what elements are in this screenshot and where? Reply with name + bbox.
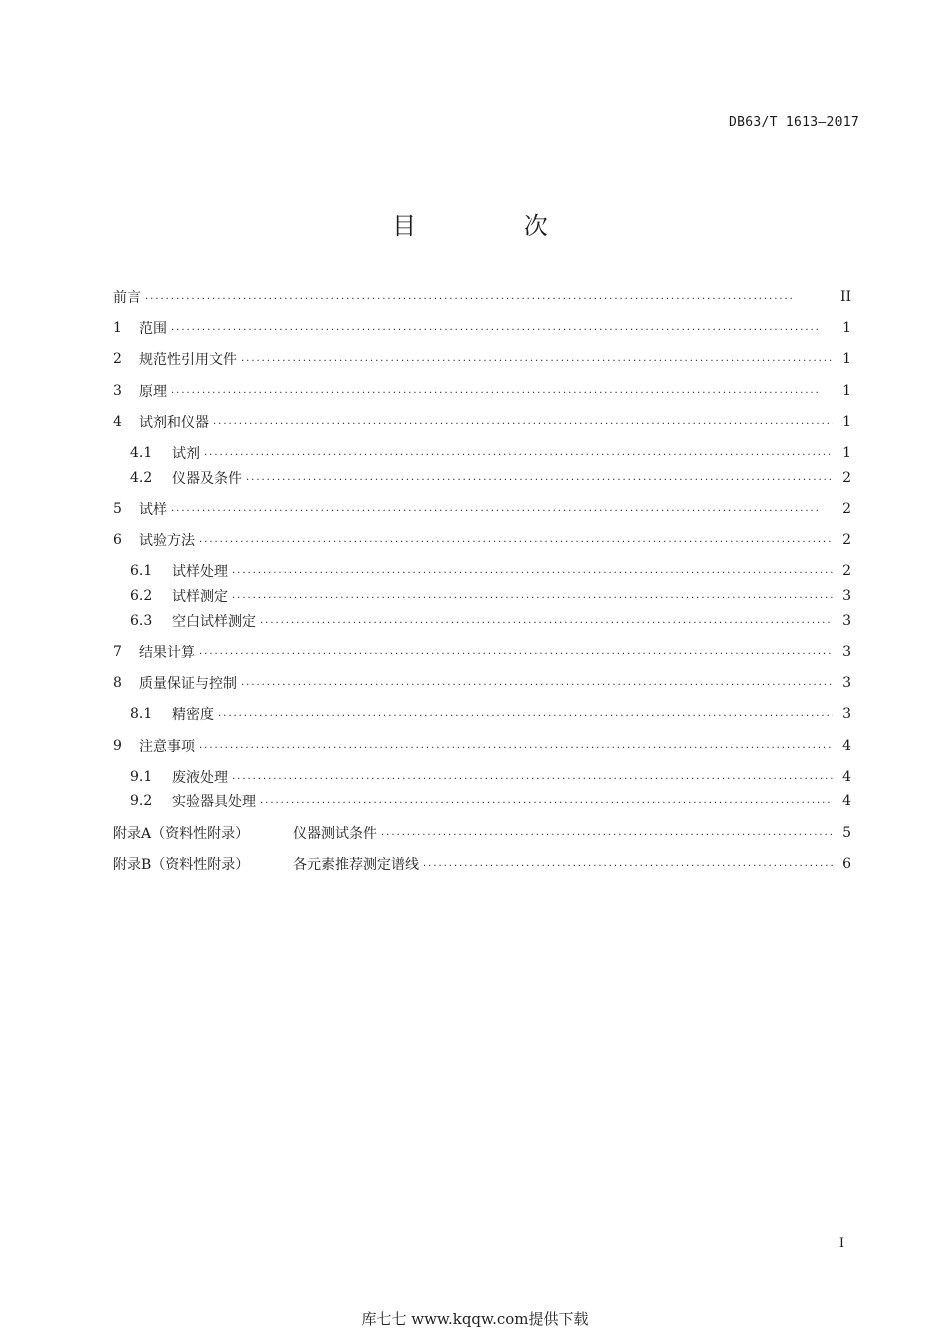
toc-entry-8-1[interactable] (130, 703, 851, 725)
toc-number: 8 (113, 675, 122, 691)
toc-appendix-number: 附录B（资料性附录） (113, 857, 250, 873)
toc-entry-1[interactable] (113, 317, 851, 339)
toc-label: 注意事项 (139, 739, 195, 755)
toc-label: 试样测定 (172, 589, 228, 605)
toc-entry-4[interactable] (113, 411, 851, 433)
toc-leader-dots (381, 822, 833, 844)
toc-label: 试剂 (172, 446, 200, 462)
toc-entry-3[interactable] (113, 380, 851, 402)
toc-leader-dots (204, 442, 833, 464)
toc-label: 前言 (113, 290, 141, 306)
toc-entry-6-2[interactable] (130, 585, 851, 607)
toc-page-number: 3 (842, 644, 851, 660)
toc-entry-appendix-a[interactable] (113, 822, 851, 844)
toc-number: 6.1 (130, 563, 153, 579)
toc-entry-9-1[interactable] (130, 766, 851, 788)
toc-entry-4-2[interactable] (130, 467, 851, 489)
toc-page-number: 3 (842, 613, 851, 629)
toc-entry-4-1[interactable] (130, 442, 851, 464)
footer-watermark: 库七七 www.kqqw.com提供下载 (361, 1310, 589, 1328)
toc-leader-dots (199, 735, 833, 757)
toc-page-number: 1 (842, 445, 851, 461)
toc-page-number: 3 (842, 588, 851, 604)
toc-entry-9-2[interactable] (130, 790, 851, 812)
toc-number: 9.1 (130, 769, 153, 785)
toc-label: 原理 (139, 384, 167, 400)
toc-label: 试样 (139, 502, 167, 518)
toc-appendix-number: 附录A（资料性附录） (113, 826, 250, 842)
toc-label: 仪器及条件 (172, 471, 242, 487)
toc-number: 6 (113, 532, 122, 548)
toc-entry-8[interactable] (113, 672, 851, 694)
toc-label: 结果计算 (139, 645, 195, 661)
toc-page-number: 1 (842, 320, 851, 336)
toc-label: 试验方法 (139, 533, 195, 549)
toc-page-number: 3 (842, 675, 851, 691)
toc-label: 规范性引用文件 (139, 352, 237, 368)
toc-page-number: 2 (842, 501, 851, 517)
toc-entry-foreword[interactable] (113, 286, 851, 308)
toc-leader-dots (232, 585, 833, 607)
toc-page-number: 1 (842, 414, 851, 430)
document-code: DB63/T 1613—2017 (728, 115, 859, 130)
toc-number: 1 (113, 320, 122, 336)
toc-leader-dots (246, 467, 833, 489)
toc-number: 9 (113, 738, 122, 754)
toc-entry-2[interactable] (113, 348, 851, 370)
toc-leader-dots (241, 672, 833, 694)
toc-label: 试样处理 (172, 564, 228, 580)
toc-entry-6[interactable] (113, 529, 851, 551)
toc-number: 4 (113, 414, 122, 430)
toc-number: 8.1 (130, 706, 153, 722)
toc-entry-7[interactable] (113, 641, 851, 663)
toc-page-number: 4 (842, 769, 851, 785)
toc-number: 9.2 (130, 793, 153, 809)
toc-leader-dots (171, 498, 833, 520)
toc-page-number: 4 (842, 738, 851, 754)
toc-number: 4.2 (130, 470, 153, 486)
toc-label: 空白试样测定 (172, 614, 256, 630)
toc-page-number: 2 (842, 563, 851, 579)
toc-label: 仪器测试条件 (293, 826, 377, 842)
toc-page-number: 6 (842, 856, 851, 872)
toc-leader-dots (241, 348, 833, 370)
toc-entry-6-3[interactable] (130, 610, 851, 632)
toc-label: 范围 (139, 321, 167, 337)
toc-leader-dots (423, 853, 833, 875)
toc-page-number: II (839, 289, 851, 305)
toc-label: 质量保证与控制 (139, 676, 237, 692)
toc-page-number: 2 (842, 470, 851, 486)
toc-number: 5 (113, 501, 122, 517)
page-title: 目 次 (392, 212, 598, 240)
toc-number: 6.3 (130, 613, 153, 629)
toc-label: 废液处理 (172, 770, 228, 786)
toc-leader-dots (171, 317, 833, 339)
toc-label: 各元素推荐测定谱线 (293, 857, 419, 873)
toc-page-number: 2 (842, 532, 851, 548)
toc-leader-dots (213, 411, 833, 433)
toc-page-number: 4 (842, 793, 851, 809)
toc-entry-appendix-b[interactable] (113, 853, 851, 875)
toc-leader-dots (145, 286, 833, 308)
toc-leader-dots (199, 529, 833, 551)
toc-number: 4.1 (130, 445, 153, 461)
toc-number: 6.2 (130, 588, 153, 604)
toc-label: 试剂和仪器 (139, 415, 209, 431)
toc-entry-6-1[interactable] (130, 560, 851, 582)
toc-label: 精密度 (172, 707, 214, 723)
toc-leader-dots (232, 560, 833, 582)
toc-leader-dots (232, 766, 833, 788)
toc-leader-dots (260, 790, 833, 812)
toc-page-number: 5 (842, 825, 851, 841)
toc-entry-5[interactable] (113, 498, 851, 520)
toc-number: 3 (113, 383, 122, 399)
toc-label: 实验器具处理 (172, 794, 256, 810)
toc-page-number: 1 (842, 383, 851, 399)
toc-entry-9[interactable] (113, 735, 851, 757)
toc-number: 7 (113, 644, 122, 660)
toc-number: 2 (113, 351, 122, 367)
toc-page-number: 3 (842, 706, 851, 722)
toc-leader-dots (199, 641, 833, 663)
toc-leader-dots (218, 703, 833, 725)
page-number: I (838, 1236, 844, 1251)
toc-leader-dots (171, 380, 833, 402)
toc-leader-dots (260, 610, 833, 632)
toc-page-number: 1 (842, 351, 851, 367)
